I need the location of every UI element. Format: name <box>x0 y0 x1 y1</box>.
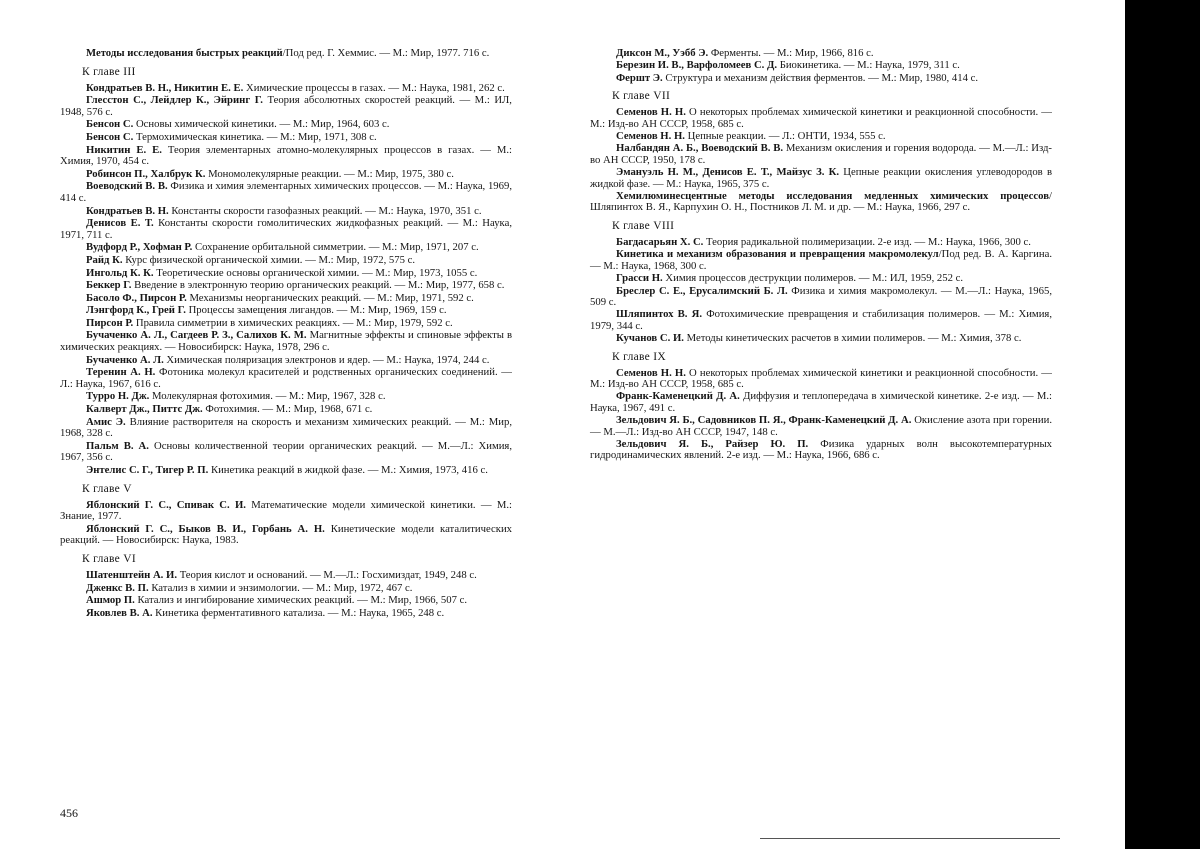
reference-authors: Франк-Каменецкий Д. А. <box>616 390 740 403</box>
reference-entry <box>60 524 512 547</box>
reference-authors: Воеводский В. В. <box>86 180 168 193</box>
chapter-heading: К главе VII <box>612 90 671 103</box>
reference-details: Теория элементарных атомно-молекулярных процессов в газах. — М.: Химия, 1970, 454 с. <box>60 143 513 168</box>
reference-authors: Бенсон С. <box>86 130 134 143</box>
reference-authors: Кинетика и механизм образования и превращения макромолекул <box>616 248 939 261</box>
reference-details: Молекулярная фотохимия. — М.: Мир, 1967, 328 с. <box>151 390 386 403</box>
reference-authors: Налбандян А. Б., Воеводский В. В. <box>616 142 783 155</box>
reference-entry <box>60 330 512 353</box>
reference-details: Катализ в химии и энзимологии. — М.: Мир, 1972, 467 с. <box>151 581 413 594</box>
reference-details: /Под ред. Г. Хеммис. — М.: Мир, 1977. 716 с. <box>282 47 490 59</box>
reference-details: /Под ред. В. А. Каргина. — М.: Наука, 1968, 300 с. <box>590 248 1052 272</box>
reference-authors: Дженкс В. П. <box>86 581 149 594</box>
reference-authors: Кондратьев В. Н., Никитин Е. Е. <box>86 81 244 94</box>
reference-details: Физика ударных волн высокотемпературных гидродинамических явлений. 2-е изд. — М.: Наука, 1966, 686 с. <box>590 437 1053 462</box>
reference-authors: Шляпинтох В. Я. <box>616 308 703 321</box>
reference-authors: Яблонский Г. С., Быков В. И., Горбань А. Н. <box>86 522 325 535</box>
reference-details: Влияние растворителя на скорость и механизм химических реакций. — М.: Мир, 1968, 328 с. <box>60 415 513 440</box>
reference-authors: Березин И. В., Варфоломеев С. Д. <box>616 59 778 72</box>
chapter-heading: К главе VI <box>82 552 136 565</box>
reference-entry <box>590 143 1052 166</box>
reference-details: Структура и механизм действия ферментов. — М.: Мир, 1980, 414 с. <box>665 71 979 84</box>
reference-details: О некоторых проблемах химической кинетики и реакционной способности. — М.: Изд-во АН СССР, 1958, 685 с. <box>590 366 1052 390</box>
reference-entry <box>60 206 512 218</box>
left-page-column <box>60 48 512 620</box>
reference-authors: Зельдович Я. Б., Садовников П. Я., Франк-Каменецкий Д. А. <box>616 414 912 427</box>
reference-entry <box>590 391 1052 414</box>
reference-entry <box>60 500 512 523</box>
reference-authors: Басоло Ф., Пирсон Р. <box>86 291 187 304</box>
reference-entry <box>590 73 1052 84</box>
reference-details: Процессы замещения лигандов. — М.: Мир, 1969, 159 с. <box>188 304 447 317</box>
reference-authors: Вудфорд Р., Хофман Р. <box>86 241 193 254</box>
reference-entry <box>590 131 1052 142</box>
reference-details: /Шляпинтох В. Я., Карпухин О. Н., Постников Л. М. и др. — М.: Наука, 1966, 297 с. <box>590 190 1052 214</box>
reference-authors: Теренин А. Н. <box>86 366 156 379</box>
reference-details: Теория радикальной полимеризации. 2-е изд. — М.: Наука, 1966, 300 с. <box>706 235 1031 248</box>
reference-details: Сохранение орбитальной симметрии. — М.: Мир, 1971, 207 с. <box>194 241 479 254</box>
reference-authors: Диксон М., Уэбб Э. <box>616 47 709 59</box>
reference-details: Механизмы неорганических реакций. — М.: Мир, 1971, 592 с. <box>189 291 474 304</box>
reference-entry <box>60 218 512 241</box>
reference-entry <box>60 268 512 280</box>
reference-entry <box>60 417 512 440</box>
reference-entry <box>60 293 512 305</box>
reference-details: Химические процессы в газах. — М.: Наука, 1981, 262 с. <box>246 81 505 94</box>
reference-details: Биокинетика. — М.: Наука, 1979, 311 с. <box>779 59 960 72</box>
reference-authors: Семенов Н. Н. <box>616 366 686 379</box>
reference-authors: Фершт Э. <box>616 71 663 84</box>
reference-entry <box>60 583 512 595</box>
reference-entry <box>60 169 512 181</box>
reference-entry <box>590 237 1052 248</box>
reference-authors: Семенов Н. Н. <box>616 106 686 119</box>
reference-authors: Яблонский Г. С., Спивак С. И. <box>86 498 246 511</box>
reference-entry <box>60 465 512 477</box>
reference-details: Теоретические основы органической химии. — М.: Мир, 1973, 1055 с. <box>156 266 478 279</box>
reference-entry <box>60 608 512 620</box>
bottom-rule <box>760 838 1060 839</box>
reference-details: Основы химической кинетики. — М.: Мир, 1964, 603 с. <box>135 118 390 131</box>
reference-authors: Ингольд К. К. <box>86 266 154 279</box>
reference-authors: Калверт Дж., Питтс Дж. <box>86 403 203 416</box>
reference-details: Магнитные эффекты и спиновые эффекты в химических реакциях. — Новосибирск: Наука, 1978, 296 с. <box>60 329 513 354</box>
reference-entry <box>60 441 512 464</box>
reference-details: Диффузия и теплопередача в химической кинетике. 2-е изд. — М.: Наука, 1967, 491 с. <box>590 390 1053 414</box>
reference-authors: Райд К. <box>86 253 123 266</box>
reference-authors: Хемилюминесцентные методы исследования медленных химических процессов <box>616 190 1050 203</box>
reference-entry <box>590 60 1052 71</box>
reference-entry <box>60 119 512 131</box>
reference-authors: Энтелис С. Г., Тигер Р. П. <box>86 464 209 476</box>
reference-entry <box>590 273 1052 284</box>
reference-entry <box>60 595 512 607</box>
reference-details: Кинетические модели каталитических реакций. — Новосибирск: Наука, 1983. <box>60 522 513 547</box>
reference-details: Химия процессов деструкции полимеров. — М.: ИЛ, 1959, 252 с. <box>665 272 964 285</box>
reference-entry <box>60 391 512 403</box>
reference-authors: Бенсон С. <box>86 118 134 131</box>
reference-authors: Лэнгфорд К., Грей Г. <box>86 304 186 317</box>
reference-authors: Эмануэль Н. М., Денисов Е. Т., Майзус З. К. <box>616 166 840 179</box>
reference-authors: Грасси Н. <box>616 272 663 285</box>
reference-details: Введение в электронную теорию органических реакций. — М.: Мир, 1977, 658 с. <box>134 279 505 292</box>
reference-authors: Шатенштейн А. И. <box>86 568 178 581</box>
reference-details: О некоторых проблемах химической кинетики и реакционной способности. — М.: Изд-во АН СССР, 1958, 685 с. <box>590 106 1052 130</box>
reference-details: Теория кислот и оснований. — М.—Л.: Госхимиздат, 1949, 248 с. <box>179 568 477 581</box>
reference-entry <box>590 48 1052 59</box>
reference-entry <box>60 145 512 168</box>
reference-authors: Бучаченко А. Л. <box>86 353 164 366</box>
reference-details: Константы скорости гомолитических жидкофазных реакций. — М.: Наука, 1971, 711 с. <box>60 217 513 241</box>
reference-entry <box>60 242 512 254</box>
reference-entry <box>60 404 512 416</box>
reference-entry <box>60 570 512 582</box>
reference-authors: Кучанов С. И. <box>616 332 684 345</box>
reference-authors: Пирсон Р. <box>86 316 134 329</box>
reference-details: Методы кинетических расчетов в химии полимеров. — М.: Химия, 378 с. <box>686 332 1022 345</box>
reference-details: Фотохимия. — М.: Мир, 1968, 671 с. <box>205 403 373 416</box>
reference-authors: Семенов Н. Н. <box>616 130 685 143</box>
reference-details: Теория абсолютных скоростей реакций. — М.: ИЛ, 1948, 576 с. <box>60 94 512 118</box>
reference-details: Термохимическая кинетика. — М.: Мир, 1971, 308 с. <box>135 130 377 143</box>
reference-entry <box>60 83 512 95</box>
reference-entry <box>60 367 512 390</box>
reference-details: Ферменты. — М.: Мир, 1966, 816 с. <box>710 47 874 59</box>
reference-details: Математические модели химической кинетики. — М.: Знание, 1977. <box>60 498 512 523</box>
chapter-heading: К главе VIII <box>612 219 675 232</box>
reference-authors: Беккер Г. <box>86 279 132 292</box>
reference-entry <box>590 368 1052 391</box>
reference-details: Константы скорости газофазных реакций. — М.: Наука, 1970, 351 с. <box>171 204 482 217</box>
reference-entry <box>60 132 512 144</box>
reference-entry <box>60 95 512 118</box>
reference-details: Кинетика ферментативного катализа. — М.: Наука, 1965, 248 с. <box>155 606 445 619</box>
reference-authors: Пальм В. А. <box>86 439 149 452</box>
reference-entry <box>60 305 512 317</box>
reference-entry <box>60 318 512 330</box>
reference-entry <box>60 48 512 60</box>
reference-details: Механизм окисления и горения водорода. — М.—Л.: Изд-во АН СССР, 1950, 178 с. <box>590 142 1052 166</box>
reference-authors: Глесстон С., Лейдлер К., Эйринг Г. <box>86 94 263 107</box>
reference-details: Кинетика реакций в жидкой фазе. — М.: Химия, 1973, 416 с. <box>210 464 488 476</box>
reference-details: Фотохимические превращения и стабилизация полимеров. — М.: Химия, 1979, 344 с. <box>590 308 1052 332</box>
reference-entry <box>590 333 1052 344</box>
reference-details: Курс физической органической химии. — М.: Мир, 1972, 575 с. <box>125 253 416 266</box>
chapter-heading: К главе IX <box>612 350 666 363</box>
reference-authors: Кондратьев В. Н. <box>86 204 169 217</box>
reference-entry <box>590 107 1052 130</box>
reference-entry <box>590 309 1052 332</box>
reference-authors: Багдасарьян Х. С. <box>616 235 704 248</box>
reference-details: Правила симметрии в химических реакциях. — М.: Мир, 1979, 592 с. <box>135 316 453 329</box>
reference-entry <box>590 191 1052 214</box>
reference-entry <box>590 286 1052 309</box>
scan-edge-shadow <box>1125 0 1200 849</box>
reference-authors: Никитин Е. Е. <box>86 143 162 156</box>
reference-entry <box>590 167 1052 190</box>
page-number: 456 <box>60 806 78 820</box>
reference-entry <box>60 355 512 367</box>
reference-authors: Методы исследования быстрых реакций <box>86 47 283 59</box>
reference-authors: Ашмор П. <box>86 594 135 607</box>
reference-entry <box>60 280 512 292</box>
reference-entry <box>590 439 1052 462</box>
reference-authors: Яковлев В. А. <box>86 606 153 619</box>
reference-details: Цепные реакции окисления углеводородов в жидкой фазе. — М.: Наука, 1965, 375 с. <box>590 166 1052 190</box>
reference-entry <box>590 415 1052 438</box>
reference-details: Физика и химия макромолекул. — М.—Л.: Наука, 1965, 509 с. <box>590 284 1053 308</box>
reference-authors: Денисов Е. Т. <box>86 217 154 230</box>
reference-details: Физика и химия элементарных химических процессов. — М.: Наука, 1969, 414 с. <box>60 180 513 204</box>
reference-details: Катализ и ингибирование химических реакций. — М.: Мир, 1966, 507 с. <box>137 594 468 607</box>
reference-details: Окисление азота при горении. — М.—Л.: Изд-во АН СССР, 1947, 148 с. <box>590 414 1052 438</box>
chapter-heading: К главе III <box>82 65 136 78</box>
reference-authors: Бучаченко А. Л., Сагдеев Р. З., Салихов К. М. <box>86 329 307 342</box>
reference-entry <box>60 255 512 267</box>
reference-details: Цепные реакции. — Л.: ОНТИ, 1934, 555 с. <box>687 130 886 143</box>
reference-details: Химическая поляризация электронов и ядер. — М.: Наука, 1974, 244 с. <box>166 353 490 366</box>
reference-authors: Зельдович Я. Б., Райзер Ю. П. <box>616 437 809 450</box>
reference-details: Мономолекулярные реакции. — М.: Мир, 1975, 380 с. <box>208 167 454 180</box>
reference-details: Фотоника молекул красителей и родственных органических соединений. — Л.: Наука, 1967, 616 с. <box>60 366 512 390</box>
right-page-column <box>590 48 1052 463</box>
reference-authors: Бреслер С. Е., Ерусалимский Б. Л. <box>616 284 788 297</box>
reference-entry <box>590 249 1052 272</box>
reference-details: Основы количественной теории органических реакций. — М.—Л.: Химия, 1967, 356 с. <box>60 439 513 464</box>
reference-authors: Амис Э. <box>86 415 126 428</box>
reference-authors: Турро Н. Дж. <box>86 390 150 403</box>
reference-authors: Робинсон П., Халбрук К. <box>86 167 206 180</box>
reference-entry <box>60 181 512 204</box>
chapter-heading: К главе V <box>82 482 132 495</box>
